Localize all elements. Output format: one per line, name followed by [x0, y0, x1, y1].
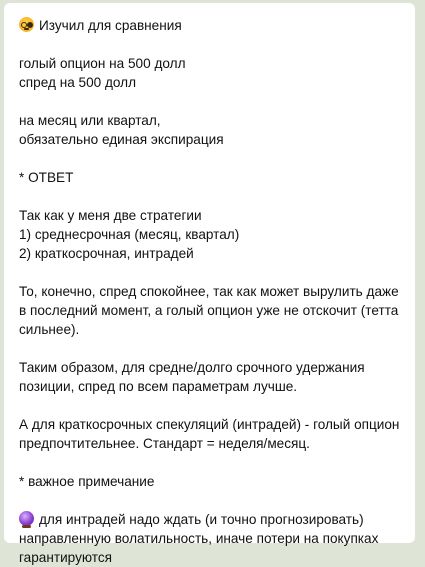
message-bubble	[4, 3, 415, 565]
compare-line-1: голый опцион на 500 долл	[19, 56, 186, 71]
message-header	[19, 16, 405, 35]
spread-calmer-paragraph: То, конечно, спред спокойнее, так как может вырулить даже в последний момент, а голый опцион уже не отскочит (тетта сильнее).	[19, 284, 399, 337]
conclusion-paragraph: Таким образом, для средне/долго срочного удержания позиции, спред по всем параметрам лучше.	[19, 360, 365, 394]
crystal-ball-icon	[19, 511, 34, 526]
strategies-block	[19, 206, 405, 263]
strategies-line-3: 2) краткосрочная, интрадей	[19, 246, 194, 261]
expiration-line-2: обязательно единая экспирация	[19, 132, 224, 147]
compare-block	[19, 54, 405, 92]
answer-heading: * ОТВЕТ	[19, 170, 74, 185]
note-text: для интрадей надо ждать (и точно прогнозировать) направленную волатильность, иначе потери на покупках гарантируются	[19, 512, 379, 565]
strategies-line-1: Так как у меня две стратегии	[19, 208, 202, 223]
short-term-paragraph: А для краткосрочных спекуляций (интрадей) - голый опцион предпочтительнее. Стандарт = неделя/месяц.	[19, 417, 400, 451]
compare-line-2: спред на 500 долл	[19, 75, 137, 90]
note-heading: * важное примечание	[19, 474, 155, 489]
nerd-face-icon	[19, 17, 34, 32]
header-text: Изучил для сравнения	[39, 18, 182, 33]
note-paragraph	[19, 510, 405, 567]
expiration-line-1: на месяц или квартал,	[19, 113, 161, 128]
strategies-line-2: 1) среднесрочная (месяц, квартал)	[19, 227, 240, 242]
expiration-block	[19, 111, 405, 149]
